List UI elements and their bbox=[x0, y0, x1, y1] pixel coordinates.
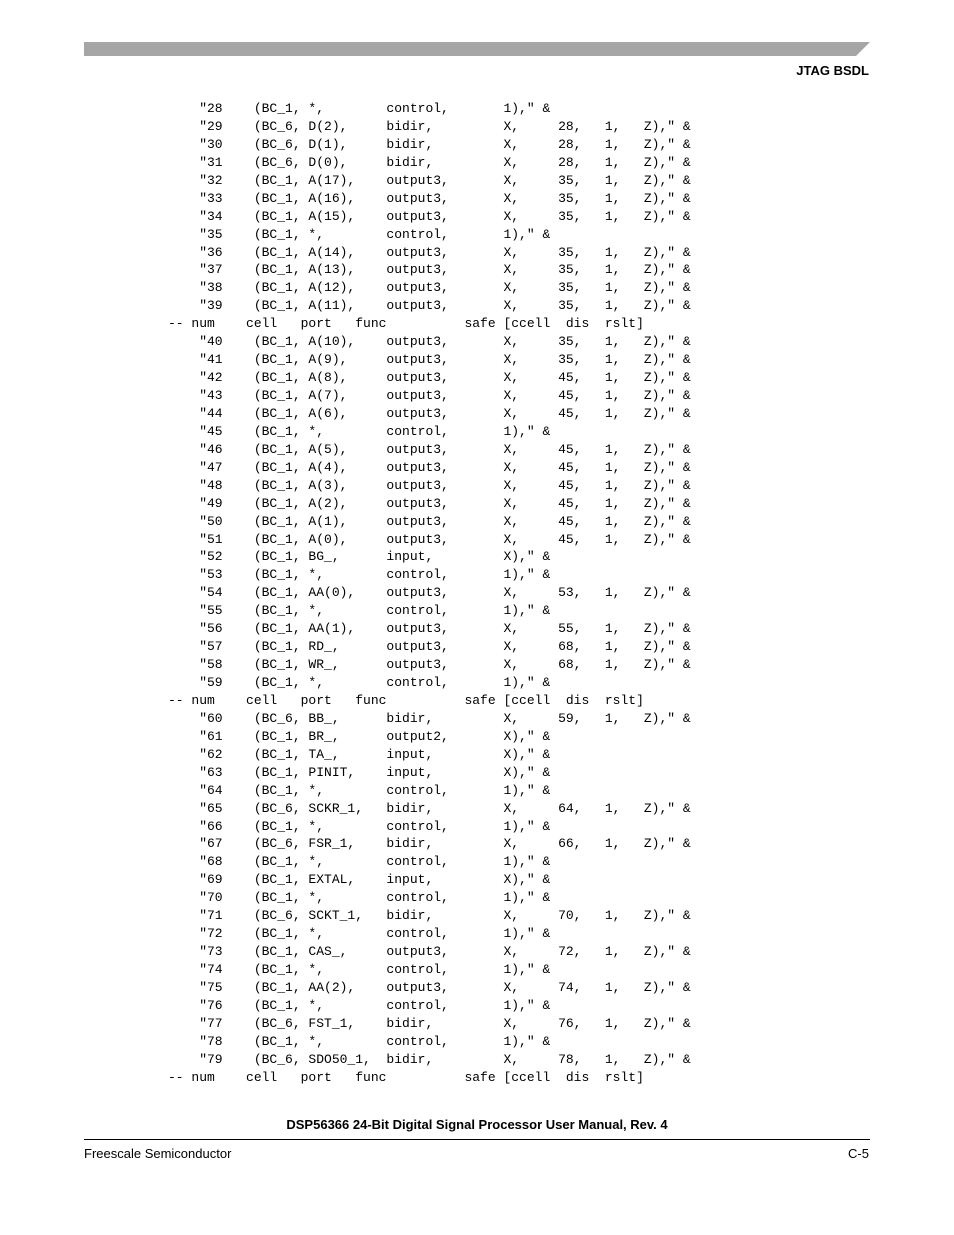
code-line: "64 (BC_1, *, control, 1)," & bbox=[168, 782, 551, 798]
code-line: "41 (BC_1, A(9), output3, X, 35, 1, Z)," & bbox=[168, 352, 691, 368]
code-line: "74 (BC_1, *, control, 1)," & bbox=[168, 962, 551, 977]
code-line: "59 (BC_1, *, control, 1)," & bbox=[168, 675, 551, 690]
code-line: "54 (BC_1, AA(0), output3, X, 53, 1, Z)," & bbox=[168, 585, 691, 601]
code-line: "43 (BC_1, A(7), output3, X, 45, 1, Z)," & bbox=[168, 388, 691, 403]
code-line: "28 (BC_1, *, control, 1)," & bbox=[168, 101, 551, 116]
code-line: "44 (BC_1, A(6), output3, X, 45, 1, Z)," & bbox=[168, 405, 691, 421]
header-bar-shape bbox=[84, 42, 870, 56]
footer-company: Freescale Semiconductor bbox=[84, 1146, 232, 1161]
code-line: "61 (BC_1, BR_, output2, X)," & bbox=[168, 728, 551, 744]
code-line: "55 (BC_1, *, control, 1)," & bbox=[168, 603, 551, 619]
section-title: JTAG BSDL bbox=[796, 63, 869, 78]
code-line: "39 (BC_1, A(11), output3, X, 35, 1, Z)," & bbox=[168, 298, 691, 314]
code-line: "29 (BC_6, D(2), bidir, X, 28, 1, Z)," & bbox=[168, 118, 691, 134]
code-line: "73 (BC_1, CAS_, output3, X, 72, 1, Z)," & bbox=[168, 944, 691, 960]
code-line: "53 (BC_1, *, control, 1)," & bbox=[168, 567, 551, 583]
header-bar bbox=[84, 42, 870, 56]
code-comment-line: -- num cell port func safe [ccell dis rslt] bbox=[168, 1069, 644, 1085]
code-line: "50 (BC_1, A(1), output3, X, 45, 1, Z)," & bbox=[168, 513, 691, 529]
code-comment-line: -- num cell port func safe [ccell dis rslt] bbox=[168, 316, 644, 332]
footer-page-number: C-5 bbox=[848, 1146, 869, 1161]
code-line: "33 (BC_1, A(16), output3, X, 35, 1, Z)," & bbox=[168, 190, 691, 206]
code-line: "51 (BC_1, A(0), output3, X, 45, 1, Z)," & bbox=[168, 531, 691, 547]
code-line: "34 (BC_1, A(15), output3, X, 35, 1, Z)," & bbox=[168, 208, 691, 224]
code-line: "66 (BC_1, *, control, 1)," & bbox=[168, 818, 551, 834]
bsdl-code-listing bbox=[168, 100, 691, 1087]
code-line: "47 (BC_1, A(4), output3, X, 45, 1, Z)," & bbox=[168, 459, 691, 475]
code-line: "60 (BC_6, BB_, bidir, X, 59, 1, Z)," & bbox=[168, 710, 691, 726]
code-line: "30 (BC_6, D(1), bidir, X, 28, 1, Z)," & bbox=[168, 136, 691, 152]
footer-rule bbox=[84, 1139, 870, 1140]
code-line: "46 (BC_1, A(5), output3, X, 45, 1, Z)," & bbox=[168, 441, 691, 457]
code-line: "52 (BC_1, BG_, input, X)," & bbox=[168, 549, 551, 565]
code-line: "48 (BC_1, A(3), output3, X, 45, 1, Z)," & bbox=[168, 477, 691, 493]
code-line: "58 (BC_1, WR_, output3, X, 68, 1, Z)," & bbox=[168, 657, 691, 673]
code-line: "42 (BC_1, A(8), output3, X, 45, 1, Z)," & bbox=[168, 370, 691, 386]
code-line: "68 (BC_1, *, control, 1)," & bbox=[168, 854, 551, 870]
code-line: "65 (BC_6, SCKR_1, bidir, X, 64, 1, Z)," & bbox=[168, 800, 691, 816]
code-line: "63 (BC_1, PINIT, input, X)," & bbox=[168, 764, 551, 780]
code-line: "62 (BC_1, TA_, input, X)," & bbox=[168, 746, 551, 762]
footer-document-title: DSP56366 24-Bit Digital Signal Processor User Manual, Rev. 4 bbox=[286, 1117, 668, 1132]
code-line: "71 (BC_6, SCKT_1, bidir, X, 70, 1, Z)," & bbox=[168, 908, 691, 924]
code-line: "40 (BC_1, A(10), output3, X, 35, 1, Z)," & bbox=[168, 334, 691, 350]
code-line: "35 (BC_1, *, control, 1)," & bbox=[168, 226, 551, 242]
code-line: "70 (BC_1, *, control, 1)," & bbox=[168, 890, 551, 906]
code-line: "38 (BC_1, A(12), output3, X, 35, 1, Z)," & bbox=[168, 280, 691, 296]
code-line: "76 (BC_1, *, control, 1)," & bbox=[168, 997, 551, 1013]
code-line: "72 (BC_1, *, control, 1)," & bbox=[168, 926, 551, 942]
code-line: "37 (BC_1, A(13), output3, X, 35, 1, Z)," & bbox=[168, 262, 691, 278]
code-line: "49 (BC_1, A(2), output3, X, 45, 1, Z)," & bbox=[168, 495, 691, 511]
code-line: "57 (BC_1, RD_, output3, X, 68, 1, Z)," & bbox=[168, 639, 691, 655]
code-line: "31 (BC_6, D(0), bidir, X, 28, 1, Z)," & bbox=[168, 154, 691, 170]
code-line: "67 (BC_6, FSR_1, bidir, X, 66, 1, Z)," & bbox=[168, 836, 691, 852]
code-line: "69 (BC_1, EXTAL, input, X)," & bbox=[168, 872, 551, 888]
code-comment-line: -- num cell port func safe [ccell dis rslt] bbox=[168, 692, 644, 708]
code-line: "36 (BC_1, A(14), output3, X, 35, 1, Z)," & bbox=[168, 244, 691, 260]
code-line: "56 (BC_1, AA(1), output3, X, 55, 1, Z)," & bbox=[168, 621, 691, 637]
code-line: "78 (BC_1, *, control, 1)," & bbox=[168, 1033, 551, 1049]
code-line: "79 (BC_6, SDO50_1, bidir, X, 78, 1, Z)," & bbox=[168, 1051, 691, 1067]
code-line: "77 (BC_6, FST_1, bidir, X, 76, 1, Z)," & bbox=[168, 1015, 691, 1031]
code-line: "45 (BC_1, *, control, 1)," & bbox=[168, 423, 551, 439]
code-line: "75 (BC_1, AA(2), output3, X, 74, 1, Z)," & bbox=[168, 979, 691, 995]
code-line: "32 (BC_1, A(17), output3, X, 35, 1, Z)," & bbox=[168, 172, 691, 188]
